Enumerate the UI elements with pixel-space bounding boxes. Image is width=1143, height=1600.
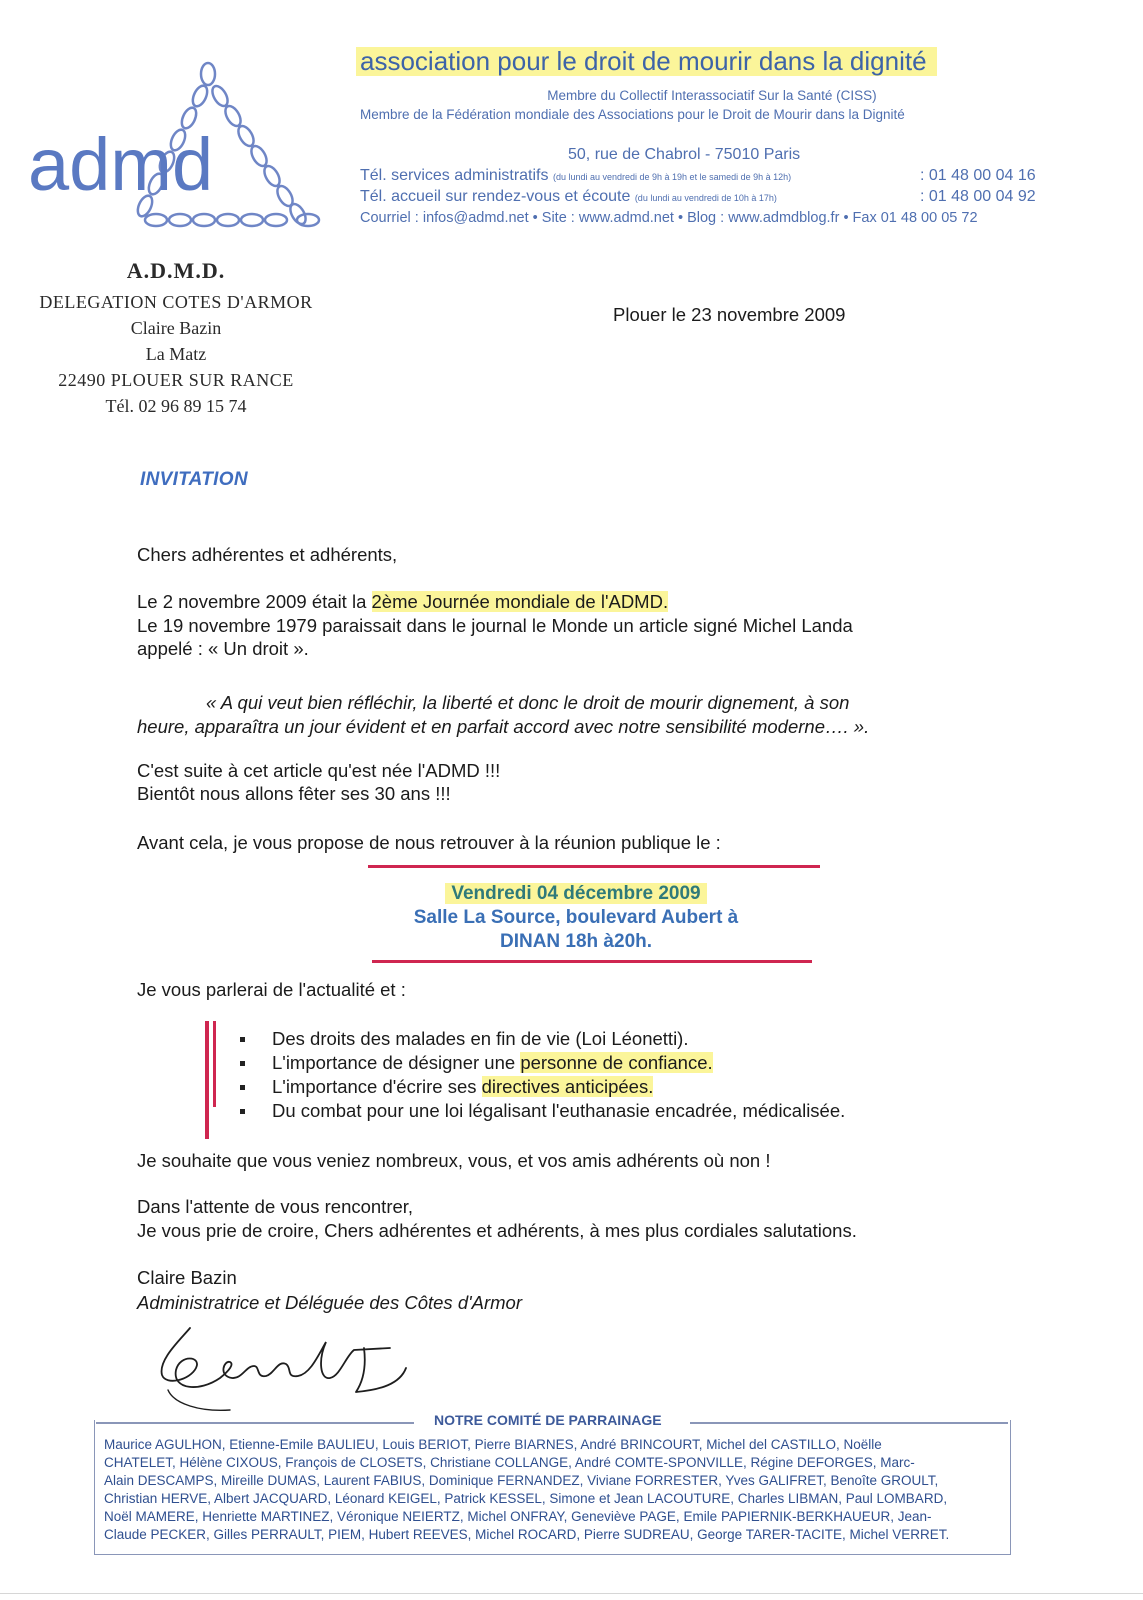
delegation-place: La Matz — [145, 344, 207, 364]
phone-reception-number: : 01 48 00 04 92 — [920, 188, 1036, 205]
association-address: 50, rue de Chabrol - 75010 Paris — [568, 146, 801, 163]
phone-admin-number: : 01 48 00 04 16 — [920, 167, 1036, 184]
highlighted-text: 2ème Journée mondiale de l'ADMD. — [371, 591, 669, 612]
association-title: association pour le droit de mourir dans la dignité — [356, 44, 937, 79]
contact-line: Courriel : infos@admd.net • Site : www.admd.net • Blog : www.admdblog.fr • Fax 01 48 00 05 72 — [360, 210, 978, 226]
paragraph-line: Le 19 novembre 1979 paraissait dans le journal le Monde un article signé Michel Landa — [137, 615, 853, 636]
paragraph-line: Avant cela, je vous propose de nous retrouver à la réunion publique le : — [137, 832, 721, 853]
letter-date: Plouer le 23 novembre 2009 — [613, 304, 846, 325]
committee-title: NOTRE COMITÉ DE PARRAINAGE — [434, 1412, 662, 1428]
phone-reception-label: Tél. accueil sur rendez-vous et écoute — [360, 188, 631, 205]
bullet-icon — [240, 1037, 245, 1042]
quote-line: heure, apparaîtra un jour évident et en parfait accord avec notre sensibilité moderne…. ». — [137, 716, 870, 737]
committee-rule — [96, 1422, 414, 1424]
text-run: L'importance d'écrire ses — [272, 1076, 482, 1097]
committee-line: Christian HERVE, Albert JACQUARD, Léonard KEIGEL, Patrick KESSEL, Simone et Jean LACOUTURE, Charles LIBMAN, Paul LOMBARD, — [104, 1491, 948, 1506]
list-item — [238, 1099, 845, 1123]
red-margin-bar — [205, 1021, 209, 1139]
list-item — [238, 1075, 845, 1099]
committee-line: CHATELET, Hélène CIXOUS, François de CLOSETS, Christiane COLLANGE, André COMTE-SPONVILLE, Régine DEFORGES, Marc- — [104, 1455, 915, 1470]
phone-reception-hours: (du lundi au vendredi de 10h à 17h) — [634, 193, 777, 203]
list-item — [238, 1051, 845, 1075]
delegation-phone: Tél. 02 96 89 15 74 — [105, 396, 247, 416]
delegation-org: A.D.M.D. — [126, 258, 226, 283]
page-edge — [0, 1593, 1143, 1594]
highlighted-text: personne de confiance. — [520, 1052, 713, 1073]
bullet-icon — [240, 1085, 245, 1090]
paragraph-line: Dans l'attente de vous rencontrer, — [137, 1196, 414, 1217]
text-run: L'importance de désigner une — [272, 1052, 521, 1073]
delegation-name: Claire Bazin — [130, 318, 222, 338]
committee-rule — [690, 1422, 1008, 1424]
handwritten-signature — [150, 1320, 420, 1420]
signer-name: Claire Bazin — [137, 1267, 237, 1288]
list-item — [238, 1027, 845, 1051]
paragraph-line: Je vous prie de croire, Chers adhérentes et adhérents, à mes plus cordiales salutations. — [137, 1220, 857, 1241]
text-run: Des droits des malades en fin de vie (Loi Léonetti). — [272, 1028, 689, 1049]
phone-admin-hours: (du lundi au vendredi de 9h à 19h et le samedi de 9h à 12h) — [552, 172, 792, 182]
bullet-icon — [240, 1109, 245, 1114]
paragraph-line: C'est suite à cet article qu'est née l'ADMD !!! — [137, 760, 501, 781]
membership-ciss: Membre du Collectif Interassociatif Sur la Santé (CISS) — [547, 88, 877, 103]
text-run: Le 2 novembre 2009 était la — [137, 591, 372, 612]
paragraph-line: Bientôt nous allons fêter ses 30 ans !!! — [137, 783, 451, 804]
delegation-city: 22490 PLOUER SUR RANCE — [58, 370, 294, 390]
phone-reception — [360, 188, 1036, 206]
paragraph-line: Je souhaite que vous veniez nombreux, vous, et vos amis adhérents où non ! — [137, 1150, 771, 1171]
red-margin-bar — [213, 1021, 216, 1107]
bullet-icon — [240, 1061, 245, 1066]
delegation-dept: DELEGATION COTES D'ARMOR — [39, 292, 313, 312]
event-time: DINAN 18h à20h. — [499, 931, 653, 952]
salutation: Chers adhérentes et adhérents, — [137, 544, 398, 565]
committee-line: Noël MAMERE, Henriette MARTINEZ, Véronique NEIERTZ, Michel ONFRAY, Geneviève PAGE, Emile PAPIERNIK-BERKHAUEUR, Jean- — [104, 1509, 932, 1524]
quote-line: « A qui veut bien réfléchir, la liberté et donc le droit de mourir dignement, à son — [206, 692, 850, 713]
committee-line: Maurice AGULHON, Etienne-Emile BAULIEU, Louis BERIOT, Pierre BIARNES, André BRINCOURT, Michel del CASTILLO, Noëlle — [104, 1437, 882, 1452]
paragraph-line: appelé : « Un droit ». — [137, 638, 309, 659]
event-date-text: Vendredi 04 décembre 2009 — [445, 883, 706, 904]
highlighted-text: directives anticipées. — [481, 1076, 654, 1097]
red-divider — [372, 960, 812, 963]
paragraph-line: Je vous parlerai de l'actualité et : — [137, 979, 406, 1000]
letter-heading: INVITATION — [140, 469, 248, 490]
topics-list — [238, 1027, 845, 1123]
logo-text: admd — [28, 123, 214, 206]
committee-line: Claude PECKER, Gilles PERRAULT, PIEM, Hubert REEVES, Michel ROCARD, Pierre SUDREAU, George TARER-TACITE, Michel VERRET. — [104, 1527, 950, 1542]
event-date — [256, 883, 896, 905]
membership-federation: Membre de la Fédération mondiale des Associations pour le Droit de Mourir dans la Dignité — [360, 107, 905, 122]
red-divider — [368, 865, 820, 868]
paragraph-line — [137, 591, 668, 613]
signer-title: Administratrice et Déléguée des Côtes d'Armor — [137, 1292, 523, 1313]
committee-line: Alain DESCAMPS, Mireille DUMAS, Laurent FABIUS, Dominique FERNANDEZ, Viviane FORRESTER, Yves GALIFRET, Benoîte GROULT, — [104, 1473, 939, 1488]
text-run: Du combat pour une loi légalisant l'euthanasie encadrée, médicalisée. — [272, 1100, 846, 1121]
admd-logo — [28, 52, 328, 237]
phone-admin — [360, 167, 1036, 185]
phone-admin-label: Tél. services administratifs — [360, 167, 549, 184]
event-place: Salle La Source, boulevard Aubert à — [413, 907, 739, 928]
